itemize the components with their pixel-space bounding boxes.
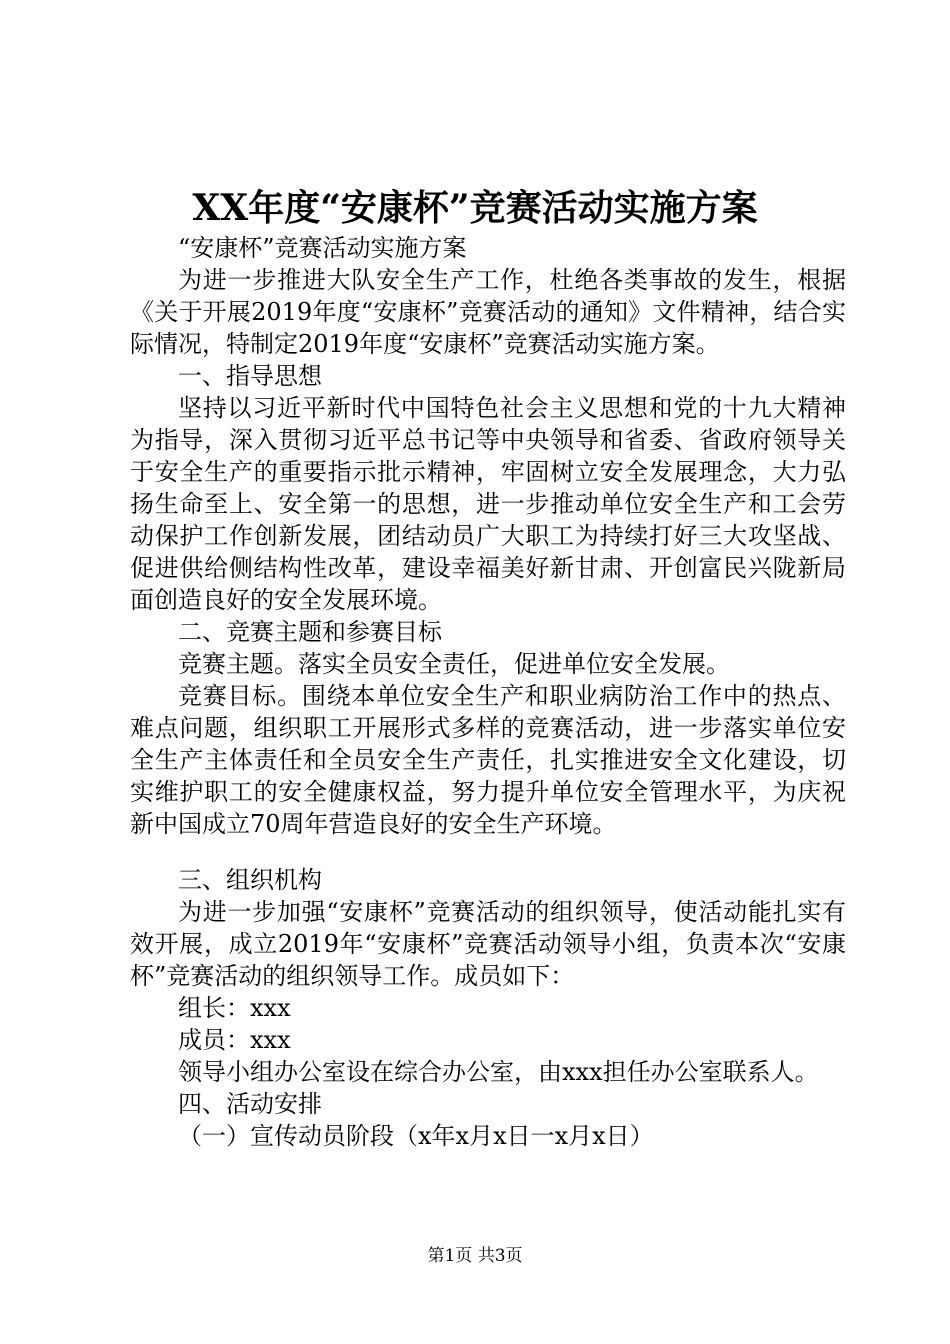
section-heading-guiding-ideology: 一、指导思想 <box>178 362 322 390</box>
intro-paragraph: 为进一步推进大队安全生产工作，杜绝各类事故的发生，根据《关于开展2019年度“安康杯”竞赛活动的通知》文件精神，结合实际情况，特制定2019年度“安康杯”竞赛活动实施方案。 <box>130 266 846 358</box>
section-heading-activity-schedule: 四、活动安排 <box>178 1090 322 1118</box>
document-body <box>130 232 846 1152</box>
section-heading-theme-goals: 二、竞赛主题和参赛目标 <box>178 618 442 646</box>
team-members-line: 成员：xxx <box>178 1026 291 1054</box>
office-contact-paragraph: 领导小组办公室设在综合办公室，由xxx担任办公室联系人。 <box>178 1058 819 1086</box>
paragraph-spacer <box>130 840 846 864</box>
page-footer: 第1页 共3页 <box>427 1246 523 1266</box>
competition-goals-paragraph: 竞赛目标。围绕本单位安全生产和职业病防治工作中的热点、难点问题，组织职工开展形式多样的竞赛活动，进一步落实单位安全生产主体责任和全员安全生产责任，扎实推进安全文化建设，切实维护职工的安全健康权益，努力提升单位安全管理水平，为庆祝新中国成立70周年营造良好的安全生产环境。 <box>130 682 846 838</box>
organization-paragraph: 为进一步加强“安康杯”竞赛活动的组织领导，使活动能扎实有效开展，成立2019年“安康杯”竞赛活动领导小组，负责本次“安康杯”竞赛活动的组织领导工作。成员如下： <box>130 898 846 990</box>
competition-theme-paragraph: 竞赛主题。落实全员安全责任，促进单位安全发展。 <box>178 650 730 678</box>
guiding-ideology-paragraph: 坚持以习近平新时代中国特色社会主义思想和党的十九大精神为指导，深入贯彻习近平总书记等中央领导和省委、省政府领导关于安全生产的重要指示批示精神，牢固树立安全发展理念，大力弘扬生命至上、安全第一的思想，进一步推动单位安全生产和工会劳动保护工作创新发展，团结动员广大职工为持续打好三大攻坚战、促进供给侧结构性改革，建设幸福美好新甘肃、开创富民兴陇新局面创造良好的安全发展环境。 <box>130 394 846 614</box>
document-title: XX年度“安康杯”竞赛活动实施方案 <box>192 187 758 229</box>
publicity-phase-line: （一）宣传动员阶段（x年x月x日一x月x日） <box>178 1122 654 1150</box>
section-heading-organization: 三、组织机构 <box>178 866 322 894</box>
team-leader-line: 组长：xxx <box>178 994 291 1022</box>
subtitle-paragraph: “安康杯”竞赛活动实施方案 <box>178 234 467 262</box>
